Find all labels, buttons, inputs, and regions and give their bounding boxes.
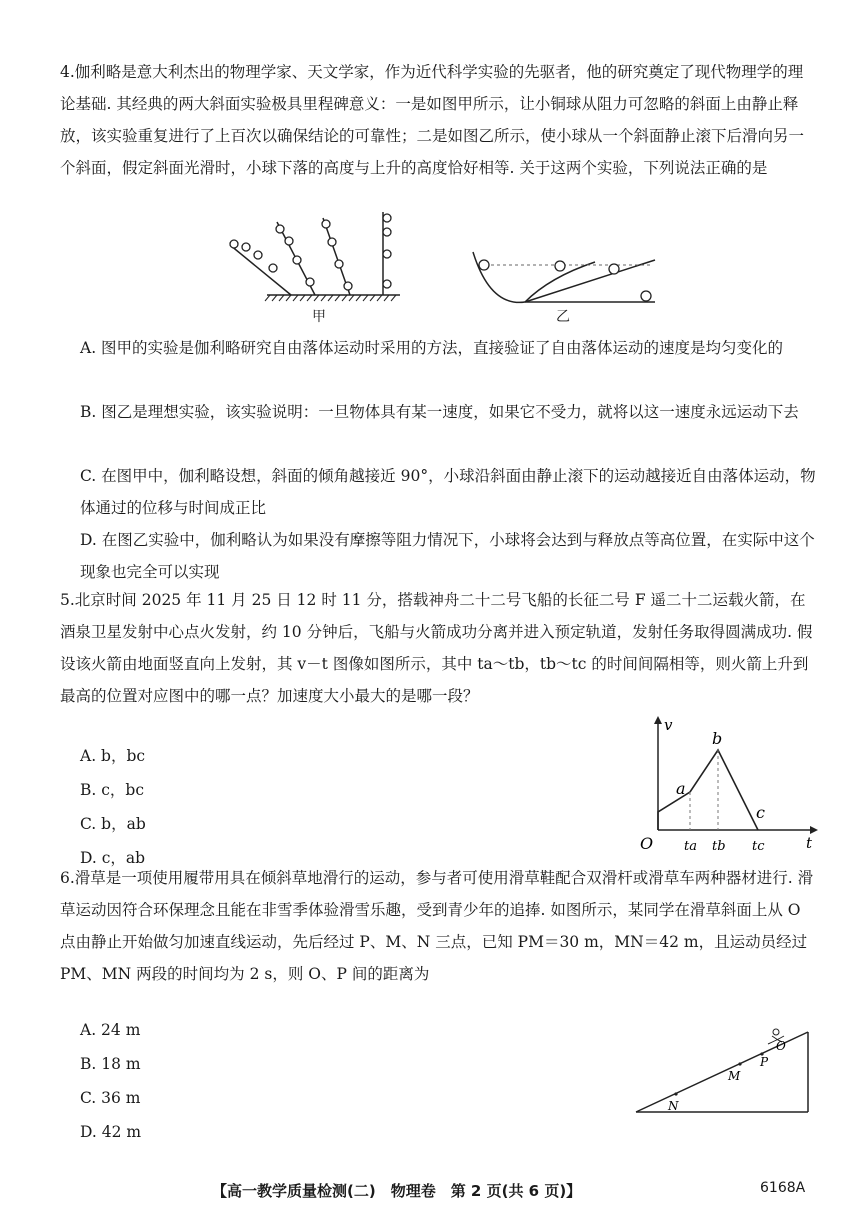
- q5-stem: 5.北京时间 2025 年 11 月 25 日 12 时 11 分，搭载神舟二十二号飞船的长征二号 F 遥二十二运载火箭，在酒泉卫星发射中心点火发射，约 10 分钟后，飞船与火箭成功分离并进入预定轨道，发射任务取得圆满成功. 假设该火箭由地面竖直向上发射，其 v－t 图像如图所示，其中 ta～tb，tb～tc 的时间间隔相等，则火箭上升到最高的位置对应图中的哪一点？加速度大小最大的是哪一段？: [60, 591, 813, 705]
- q4-option-c[interactable]: C. 在图甲中，伽利略设想，斜面的倾角越接近 90°，小球沿斜面由静止滚下的运动越接近自由落体运动，物体通过的位移与时间成正比: [80, 467, 816, 517]
- q6-option-a[interactable]: A. 24 m: [80, 1021, 141, 1039]
- q4-option-b[interactable]: B. 图乙是理想实验，该实验说明：一旦物体具有某一速度，如果它不受力，就将以这一速度永远运动下去: [80, 403, 799, 421]
- q5-option-d[interactable]: D. c，ab: [80, 849, 146, 867]
- page-footer: 【高一教学质量检测(二) 物理卷 第 2 页(共 6 页)】: [212, 1182, 582, 1200]
- q4-option-a[interactable]: A. 图甲的实验是伽利略研究自由落体运动时采用的方法，直接验证了自由落体运动的速度是均匀变化的: [80, 339, 784, 357]
- q4-option-d[interactable]: D. 在图乙实验中，伽利略认为如果没有摩擦等阻力情况下，小球将会达到与释放点等高位置，在实际中这个现象也完全可以实现: [80, 531, 815, 581]
- slope-label-n: N: [668, 1099, 679, 1113]
- q5-vt-graph: [630, 712, 820, 858]
- q4-stem: 4.伽利略是意大利杰出的物理学家、天文学家，作为近代科学实验的先驱者，他的研究奠定了现代物理学的理论基础. 其经典的两大斜面实验极具里程碑意义：一是如图甲所示，让小铜球从阻力可忽略的斜面上由静止释放，该实验重复进行了上百次以确保结论的可靠性；二是如图乙所示，使小球从一个斜面静止滚下后滑向另一个斜面，假定斜面光滑时，小球下落的高度与上升的高度恰好相等. 关于这两个实验，下列说法正确的是: [60, 63, 805, 177]
- fig-label-yi: 乙: [556, 309, 570, 325]
- q4-figure-yi: [465, 232, 665, 310]
- axis-label-v: v: [664, 716, 673, 734]
- q6-option-b[interactable]: B. 18 m: [80, 1055, 141, 1073]
- point-label-b: b: [712, 729, 723, 748]
- fig-label-jia: 甲: [312, 309, 326, 325]
- q6-option-d[interactable]: D. 42 m: [80, 1123, 142, 1141]
- slope-label-o: O: [776, 1039, 786, 1053]
- point-label-c: c: [756, 803, 765, 822]
- tick-label-tc: tc: [752, 839, 765, 854]
- axis-label-t: t: [806, 834, 813, 852]
- tick-label-ta: ta: [684, 839, 697, 854]
- q6-option-c[interactable]: C. 36 m: [80, 1089, 141, 1107]
- q6-stem: 6.滑草是一项使用履带用具在倾斜草地滑行的运动，参与者可使用滑草鞋配合双滑杆或滑草车两种器材进行. 滑草运动因符合环保理念且能在非雪季体验滑雪乐趣，受到青少年的追捧. 如图所示，某同学在滑草斜面上从 O 点由静止开始做匀加速直线运动，先后经过 P、M、N 三点，已知 PM＝30 m，MN＝42 m，且运动员经过 PM、MN 两段的时间均为 2 s，则 O、P 间的距离为: [60, 869, 814, 983]
- slope-label-p: P: [760, 1055, 769, 1069]
- tick-label-tb: tb: [712, 839, 726, 854]
- point-label-a: a: [676, 779, 686, 798]
- q5-option-a[interactable]: A. b，bc: [80, 747, 146, 765]
- origin-label: O: [640, 834, 654, 853]
- q5-option-c[interactable]: C. b，ab: [80, 815, 146, 833]
- paper-code: 6168A: [760, 1180, 806, 1196]
- q5-option-b[interactable]: B. c，bc: [80, 781, 145, 799]
- slope-label-m: M: [728, 1069, 741, 1083]
- q6-slope-figure: [632, 1022, 812, 1118]
